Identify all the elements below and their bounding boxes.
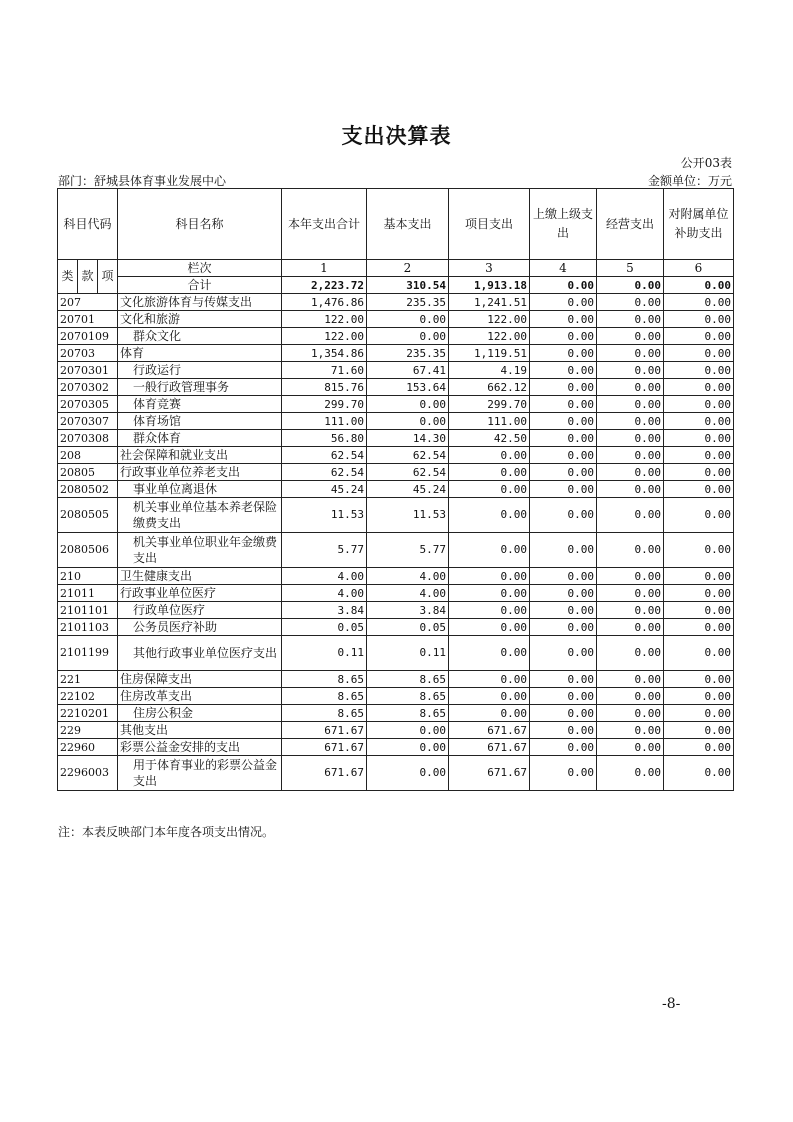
row-code: 2080502	[58, 481, 118, 498]
row-v4: 0.00	[530, 602, 597, 619]
lanci-label: 栏次	[118, 260, 282, 277]
row-v4: 0.00	[530, 294, 597, 311]
row-v3: 671.67	[449, 722, 530, 739]
row-v1: 8.65	[282, 705, 367, 722]
row-code: 21011	[58, 585, 118, 602]
row-v3: 122.00	[449, 328, 530, 345]
row-code: 2070308	[58, 430, 118, 447]
table-row	[58, 481, 734, 498]
row-v4: 0.00	[530, 464, 597, 481]
row-v5: 0.00	[597, 294, 664, 311]
table-row	[58, 756, 734, 791]
row-name: 群众文化	[118, 328, 282, 345]
row-v5: 0.00	[597, 464, 664, 481]
table-row	[58, 464, 734, 481]
row-v1: 1,476.86	[282, 294, 367, 311]
row-v1: 4.00	[282, 585, 367, 602]
row-code: 20805	[58, 464, 118, 481]
row-code: 221	[58, 671, 118, 688]
row-code: 208	[58, 447, 118, 464]
table-row	[58, 619, 734, 636]
row-v1: 671.67	[282, 739, 367, 756]
table-row	[58, 413, 734, 430]
row-v5: 0.00	[597, 481, 664, 498]
row-v5: 0.00	[597, 568, 664, 585]
row-v3: 0.00	[449, 636, 530, 671]
row-v4: 0.00	[530, 447, 597, 464]
row-v2: 4.00	[367, 585, 449, 602]
row-v1: 122.00	[282, 328, 367, 345]
row-v6: 0.00	[664, 328, 734, 345]
row-v3: 662.12	[449, 379, 530, 396]
total-v4: 0.00	[530, 277, 597, 294]
row-v1: 299.70	[282, 396, 367, 413]
row-v1: 8.65	[282, 671, 367, 688]
row-v5: 0.00	[597, 311, 664, 328]
row-v5: 0.00	[597, 602, 664, 619]
row-v5: 0.00	[597, 585, 664, 602]
table-row	[58, 671, 734, 688]
row-code: 210	[58, 568, 118, 585]
row-name: 行政事业单位养老支出	[118, 464, 282, 481]
row-v6: 0.00	[664, 602, 734, 619]
total-v2: 310.54	[367, 277, 449, 294]
row-v3: 0.00	[449, 533, 530, 568]
row-v6: 0.00	[664, 362, 734, 379]
row-v1: 671.67	[282, 756, 367, 791]
row-code: 2070109	[58, 328, 118, 345]
row-v2: 0.00	[367, 756, 449, 791]
row-v3: 0.00	[449, 568, 530, 585]
row-name: 一般行政管理事务	[118, 379, 282, 396]
row-v4: 0.00	[530, 756, 597, 791]
header-total: 本年支出合计	[282, 189, 367, 260]
row-v6: 0.00	[664, 481, 734, 498]
row-v3: 0.00	[449, 705, 530, 722]
table-row	[58, 498, 734, 533]
row-v2: 0.00	[367, 311, 449, 328]
row-v6: 0.00	[664, 636, 734, 671]
row-v3: 0.00	[449, 671, 530, 688]
row-v6: 0.00	[664, 533, 734, 568]
row-v4: 0.00	[530, 636, 597, 671]
row-v3: 42.50	[449, 430, 530, 447]
row-v2: 11.53	[367, 498, 449, 533]
row-v4: 0.00	[530, 585, 597, 602]
row-v4: 0.00	[530, 328, 597, 345]
row-v5: 0.00	[597, 739, 664, 756]
row-v4: 0.00	[530, 345, 597, 362]
row-code: 207	[58, 294, 118, 311]
row-v1: 0.11	[282, 636, 367, 671]
row-code: 20703	[58, 345, 118, 362]
row-v1: 5.77	[282, 533, 367, 568]
row-v2: 0.00	[367, 739, 449, 756]
row-name: 文化旅游体育与传媒支出	[118, 294, 282, 311]
row-v2: 0.00	[367, 722, 449, 739]
row-v6: 0.00	[664, 568, 734, 585]
row-name: 文化和旅游	[118, 311, 282, 328]
row-code: 2080505	[58, 498, 118, 533]
row-name: 体育竞赛	[118, 396, 282, 413]
row-name: 机关事业单位职业年金缴费支出	[118, 533, 282, 568]
row-v1: 4.00	[282, 568, 367, 585]
row-v4: 0.00	[530, 481, 597, 498]
row-name: 群众体育	[118, 430, 282, 447]
row-v3: 122.00	[449, 311, 530, 328]
total-label: 合计	[118, 277, 282, 294]
row-v6: 0.00	[664, 294, 734, 311]
row-v1: 8.65	[282, 688, 367, 705]
row-v6: 0.00	[664, 464, 734, 481]
row-name: 卫生健康支出	[118, 568, 282, 585]
table-row	[58, 722, 734, 739]
row-v2: 62.54	[367, 464, 449, 481]
row-code: 2070301	[58, 362, 118, 379]
row-v2: 8.65	[367, 705, 449, 722]
row-name: 机关事业单位基本养老保险缴费支出	[118, 498, 282, 533]
col-number-5: 5	[597, 260, 664, 277]
row-v4: 0.00	[530, 430, 597, 447]
row-v3: 4.19	[449, 362, 530, 379]
row-v1: 815.76	[282, 379, 367, 396]
row-code: 2210201	[58, 705, 118, 722]
row-v2: 67.41	[367, 362, 449, 379]
xiang-label: 项	[98, 260, 118, 294]
row-name: 行政运行	[118, 362, 282, 379]
row-code: 2080506	[58, 533, 118, 568]
total-v5: 0.00	[597, 277, 664, 294]
table-row	[58, 311, 734, 328]
table-row	[58, 688, 734, 705]
row-name: 其他行政事业单位医疗支出	[118, 636, 282, 671]
row-code: 2101101	[58, 602, 118, 619]
row-v5: 0.00	[597, 396, 664, 413]
row-v5: 0.00	[597, 430, 664, 447]
row-v2: 5.77	[367, 533, 449, 568]
row-v6: 0.00	[664, 396, 734, 413]
row-v5: 0.00	[597, 413, 664, 430]
table-row	[58, 294, 734, 311]
table-row	[58, 362, 734, 379]
row-name: 公务员医疗补助	[118, 619, 282, 636]
table-row	[58, 396, 734, 413]
row-v5: 0.00	[597, 328, 664, 345]
row-v4: 0.00	[530, 413, 597, 430]
unit-label: 金额单位：万元	[647, 174, 732, 188]
row-v6: 0.00	[664, 705, 734, 722]
row-v1: 11.53	[282, 498, 367, 533]
row-v4: 0.00	[530, 498, 597, 533]
header-project: 项目支出	[449, 189, 530, 260]
row-v3: 1,119.51	[449, 345, 530, 362]
row-v2: 0.11	[367, 636, 449, 671]
row-v1: 1,354.86	[282, 345, 367, 362]
row-v6: 0.00	[664, 756, 734, 791]
row-v3: 0.00	[449, 619, 530, 636]
row-v6: 0.00	[664, 671, 734, 688]
row-v6: 0.00	[664, 722, 734, 739]
row-v4: 0.00	[530, 568, 597, 585]
row-v2: 0.05	[367, 619, 449, 636]
total-v3: 1,913.18	[449, 277, 530, 294]
total-row	[58, 277, 734, 294]
row-name: 其他支出	[118, 722, 282, 739]
row-v5: 0.00	[597, 756, 664, 791]
row-v5: 0.00	[597, 447, 664, 464]
row-v2: 14.30	[367, 430, 449, 447]
page-title: 支出决算表	[341, 123, 452, 148]
row-code: 22102	[58, 688, 118, 705]
total-v1: 2,223.72	[282, 277, 367, 294]
row-v3: 0.00	[449, 447, 530, 464]
row-v3: 671.67	[449, 756, 530, 791]
row-v3: 0.00	[449, 464, 530, 481]
row-v3: 0.00	[449, 481, 530, 498]
table-row	[58, 379, 734, 396]
row-name: 事业单位离退休	[118, 481, 282, 498]
row-code: 22960	[58, 739, 118, 756]
total-v6: 0.00	[664, 277, 734, 294]
kuan-label: 款	[78, 260, 98, 294]
row-name: 彩票公益金安排的支出	[118, 739, 282, 756]
table-note: 注：本表反映部门本年度各项支出情况。	[58, 825, 275, 839]
row-v2: 45.24	[367, 481, 449, 498]
row-v4: 0.00	[530, 671, 597, 688]
row-v2: 4.00	[367, 568, 449, 585]
table-row	[58, 585, 734, 602]
table-row	[58, 430, 734, 447]
col-number-4: 4	[530, 260, 597, 277]
row-v6: 0.00	[664, 447, 734, 464]
row-name: 住房公积金	[118, 705, 282, 722]
row-v2: 0.00	[367, 328, 449, 345]
row-v6: 0.00	[664, 498, 734, 533]
row-v5: 0.00	[597, 379, 664, 396]
row-code: 2070307	[58, 413, 118, 430]
row-v2: 8.65	[367, 671, 449, 688]
col-number-6: 6	[664, 260, 734, 277]
row-v5: 0.00	[597, 636, 664, 671]
row-v6: 0.00	[664, 413, 734, 430]
row-v1: 111.00	[282, 413, 367, 430]
row-v1: 62.54	[282, 447, 367, 464]
row-v5: 0.00	[597, 722, 664, 739]
row-v4: 0.00	[530, 705, 597, 722]
table-row	[58, 739, 734, 756]
row-v5: 0.00	[597, 345, 664, 362]
row-v5: 0.00	[597, 688, 664, 705]
row-v1: 71.60	[282, 362, 367, 379]
row-v2: 0.00	[367, 413, 449, 430]
lanci-row	[58, 260, 734, 277]
row-v5: 0.00	[597, 362, 664, 379]
table-row	[58, 568, 734, 585]
row-name: 行政单位医疗	[118, 602, 282, 619]
row-v4: 0.00	[530, 311, 597, 328]
row-v3: 0.00	[449, 688, 530, 705]
row-code: 20701	[58, 311, 118, 328]
header-subsidy: 对附属单位补助支出	[664, 189, 734, 260]
row-v5: 0.00	[597, 619, 664, 636]
table-row	[58, 345, 734, 362]
row-v4: 0.00	[530, 722, 597, 739]
row-name: 住房改革支出	[118, 688, 282, 705]
row-code: 2296003	[58, 756, 118, 791]
row-v2: 62.54	[367, 447, 449, 464]
table-row	[58, 328, 734, 345]
row-code: 2070305	[58, 396, 118, 413]
table-row	[58, 705, 734, 722]
row-code: 2070302	[58, 379, 118, 396]
row-v2: 235.35	[367, 345, 449, 362]
row-v1: 62.54	[282, 464, 367, 481]
row-v6: 0.00	[664, 345, 734, 362]
row-v1: 56.80	[282, 430, 367, 447]
row-code: 2101199	[58, 636, 118, 671]
row-v4: 0.00	[530, 533, 597, 568]
header-upper: 上缴上级支出	[530, 189, 597, 260]
row-v6: 0.00	[664, 430, 734, 447]
header-operation: 经营支出	[597, 189, 664, 260]
department-label: 部门：舒城县体育事业发展中心	[58, 174, 227, 188]
row-v4: 0.00	[530, 688, 597, 705]
form-number: 公开03表	[680, 156, 732, 170]
row-v3: 111.00	[449, 413, 530, 430]
col-number-1: 1	[282, 260, 367, 277]
row-v6: 0.00	[664, 619, 734, 636]
row-v6: 0.00	[664, 379, 734, 396]
table-row	[58, 636, 734, 671]
row-v3: 0.00	[449, 585, 530, 602]
row-name: 行政事业单位医疗	[118, 585, 282, 602]
row-v1: 45.24	[282, 481, 367, 498]
row-v3: 0.00	[449, 498, 530, 533]
row-name: 体育	[118, 345, 282, 362]
col-number-3: 3	[449, 260, 530, 277]
header-row	[58, 189, 734, 260]
row-v4: 0.00	[530, 619, 597, 636]
row-v5: 0.00	[597, 533, 664, 568]
row-v5: 0.00	[597, 705, 664, 722]
row-name: 社会保障和就业支出	[118, 447, 282, 464]
table-row	[58, 602, 734, 619]
row-name: 体育场馆	[118, 413, 282, 430]
row-code: 2101103	[58, 619, 118, 636]
row-v3: 299.70	[449, 396, 530, 413]
row-v3: 0.00	[449, 602, 530, 619]
row-v2: 235.35	[367, 294, 449, 311]
row-v4: 0.00	[530, 396, 597, 413]
row-name: 住房保障支出	[118, 671, 282, 688]
expenditure-table	[57, 188, 734, 791]
row-v1: 671.67	[282, 722, 367, 739]
row-v5: 0.00	[597, 671, 664, 688]
table-row	[58, 533, 734, 568]
col-number-2: 2	[367, 260, 449, 277]
lei-label: 类	[58, 260, 78, 294]
header-name: 科目名称	[118, 189, 282, 260]
row-v6: 0.00	[664, 739, 734, 756]
row-v4: 0.00	[530, 362, 597, 379]
row-v5: 0.00	[597, 498, 664, 533]
table-row	[58, 447, 734, 464]
page-number: -8-	[662, 996, 681, 1012]
header-code: 科目代码	[58, 189, 118, 260]
row-v2: 153.64	[367, 379, 449, 396]
row-v6: 0.00	[664, 585, 734, 602]
row-v1: 122.00	[282, 311, 367, 328]
row-v3: 671.67	[449, 739, 530, 756]
row-v6: 0.00	[664, 688, 734, 705]
row-code: 229	[58, 722, 118, 739]
row-v2: 3.84	[367, 602, 449, 619]
row-v1: 3.84	[282, 602, 367, 619]
row-v2: 8.65	[367, 688, 449, 705]
row-v6: 0.00	[664, 311, 734, 328]
row-v4: 0.00	[530, 379, 597, 396]
header-basic: 基本支出	[367, 189, 449, 260]
row-v2: 0.00	[367, 396, 449, 413]
row-v3: 1,241.51	[449, 294, 530, 311]
row-v4: 0.00	[530, 739, 597, 756]
row-v1: 0.05	[282, 619, 367, 636]
row-name: 用于体育事业的彩票公益金支出	[118, 756, 282, 791]
